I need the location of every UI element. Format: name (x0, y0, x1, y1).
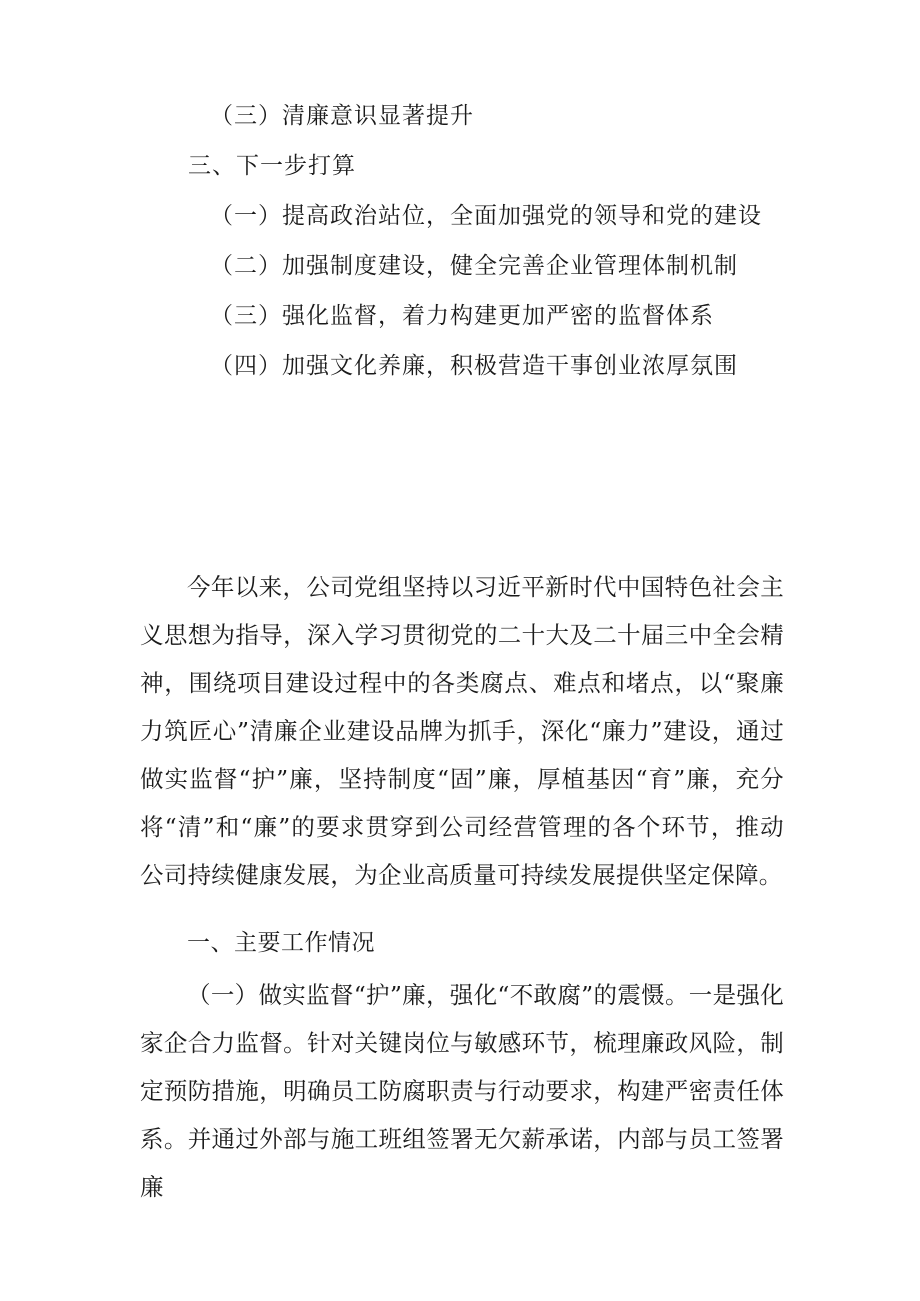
plan-item-1: （一）提高政治站位，全面加强党的领导和党的建设 (210, 203, 762, 229)
plan-item-2: （二）加强制度建设，健全完善企业管理体制机制 (210, 253, 738, 279)
section-3-title: 三、下一步打算 (188, 153, 356, 179)
plan-item-3: （三）强化监督，着力构建更加严密的监督体系 (210, 303, 714, 329)
plan-item-4: （四）加强文化养廉，积极营造干事创业浓厚氛围 (210, 353, 738, 379)
section-1-heading: 一、主要工作情况 (187, 930, 375, 956)
outline-item-clean-awareness: （三）清廉意识显著提升 (210, 103, 474, 129)
section-1-paragraph: （一）做实监督“护”廉，强化“不敢腐”的震慑。一是强化家企合力监督。针对关键岗位与敏感环节，梳理廉政风险，制定预防措施，明确员工防腐职责与行动要求，构建严密责任体系。并通过外部与施工班组签署无欠薪承诺，内部与员工签署廉 (140, 981, 784, 1201)
intro-paragraph: 今年以来，公司党组坚持以习近平新时代中国特色社会主义思想为指导，深入学习贯彻党的二十大及二十届三中全会精神，围绕项目建设过程中的各类腐点、难点和堵点，以“聚廉力筑匠心”清廉企业建设品牌为抓手，深化“廉力”建设，通过做实监督“护”廉，坚持制度“固”廉，厚植基因“育”廉，充分将“清”和“廉”的要求贯穿到公司经营管理的各个环节，推动公司持续健康发展，为企业高质量可持续发展提供坚定保障。 (140, 573, 784, 889)
